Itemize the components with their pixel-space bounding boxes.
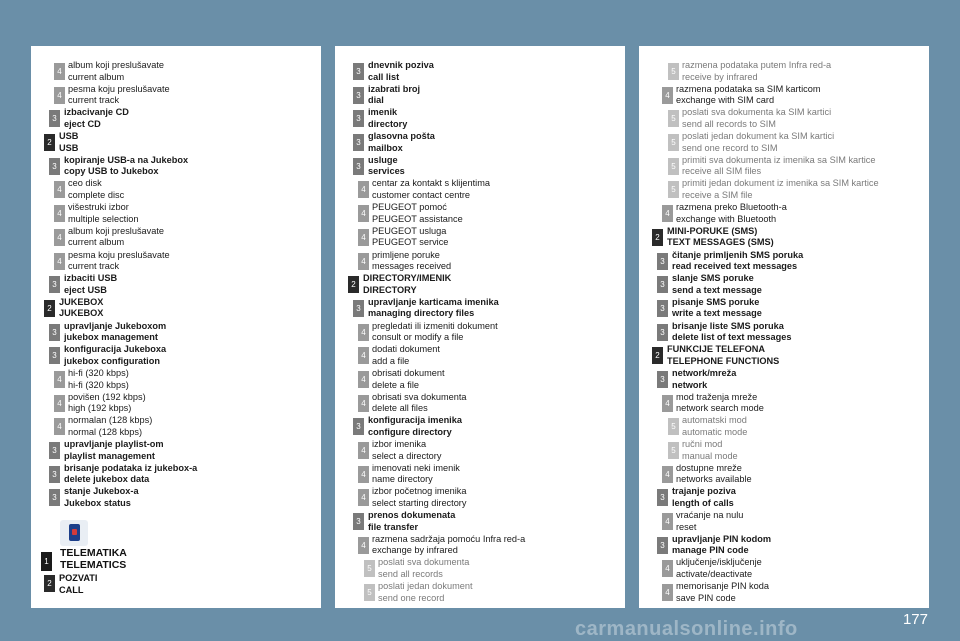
entry-label-en: services — [368, 166, 405, 177]
watermark: carmanualsonline.info — [575, 618, 798, 640]
level-badge: 3 — [49, 489, 60, 506]
level-badge: 3 — [657, 276, 668, 293]
level-badge: 4 — [358, 253, 369, 270]
menu-entry — [639, 392, 929, 416]
menu-entry — [335, 581, 625, 605]
entry-label-local: PEUGEOT pomoć — [372, 202, 447, 213]
entry-label-en: normal (128 kbps) — [68, 426, 143, 437]
entry-label-local: mod traženja mreže — [676, 391, 758, 402]
entry-label-en: read received text messages — [672, 261, 798, 272]
menu-entry — [31, 60, 321, 84]
entry-label-en: length of calls — [672, 497, 734, 508]
entry-label-en: send one record to SIM — [682, 142, 778, 153]
entry-label-en: delete a file — [372, 379, 419, 390]
menu-entry — [639, 463, 929, 487]
menu-entry — [31, 202, 321, 226]
menu-list-middle — [335, 60, 625, 605]
level-badge: 4 — [358, 205, 369, 222]
entry-label-local: razmena sadržaja pomoću Infra red-a — [372, 533, 526, 544]
level-badge: 4 — [358, 466, 369, 483]
menu-list-left — [31, 60, 321, 510]
level-badge: 3 — [657, 253, 668, 270]
entry-label-en: managing directory files — [368, 308, 475, 319]
menu-entry — [335, 557, 625, 581]
entry-label-en: delete list of text messages — [672, 332, 792, 343]
level-badge: 4 — [54, 63, 65, 80]
level-badge: 3 — [353, 300, 364, 317]
menu-entry — [335, 415, 625, 439]
level-badge: 5 — [668, 418, 679, 435]
menu-entry — [335, 321, 625, 345]
level-badge: 4 — [358, 371, 369, 388]
level-badge: 5 — [364, 584, 375, 601]
level-badge: 3 — [49, 466, 60, 483]
entry-label-en: dial — [368, 95, 384, 106]
entry-label-en: Jukebox status — [64, 497, 131, 508]
entry-label-local: MINI-PORUKE (SMS) — [667, 225, 758, 236]
level-badge: 4 — [54, 371, 65, 388]
level-badge: 3 — [353, 158, 364, 175]
menu-entry — [31, 84, 321, 108]
entry-label-local: izbor imenika — [372, 439, 427, 449]
menu-entry — [31, 107, 321, 131]
menu-entry — [639, 368, 929, 392]
level-badge: 4 — [358, 229, 369, 246]
telematics-title-local: TELEMATIKA — [60, 547, 127, 559]
level-badge: 3 — [657, 300, 668, 317]
entry-label-en: manual mode — [682, 450, 738, 461]
entry-label-local: JUKEBOX — [59, 296, 104, 307]
menu-entry — [639, 273, 929, 297]
level-badge: 3 — [353, 513, 364, 530]
entry-label-local: izbaciti USB — [64, 273, 118, 284]
level-badge: 5 — [668, 158, 679, 175]
menu-entry — [335, 202, 625, 226]
menu-entry — [31, 368, 321, 392]
entry-label-en: PEUGEOT service — [372, 237, 449, 248]
menu-panel-middle — [335, 46, 625, 608]
entry-label-en: exchange by infrared — [372, 545, 458, 556]
entry-label-en: configure directory — [368, 426, 452, 437]
entry-label-en: directory — [368, 118, 408, 129]
entry-label-en: current album — [68, 237, 125, 248]
entry-label-local: ceo disk — [68, 178, 102, 189]
entry-label-local: vraćanje na nulu — [676, 510, 744, 521]
entry-label-local: izbor početnog imenika — [372, 486, 467, 497]
level-badge: 4 — [358, 537, 369, 554]
level-badge: 5 — [364, 560, 375, 577]
entry-label-local: glasovna pošta — [368, 131, 435, 142]
level-badge: 3 — [657, 371, 668, 388]
entry-label-local: izbacivanje CD — [64, 107, 129, 118]
menu-entry — [31, 155, 321, 179]
menu-entry — [639, 84, 929, 108]
entry-label-local: brisanje podataka iz jukebox-a — [64, 462, 198, 473]
entry-label-en: send all records — [378, 569, 443, 580]
level-badge: 2 — [44, 300, 55, 317]
menu-panel-left — [31, 46, 321, 608]
menu-entry — [639, 297, 929, 321]
telematics-heading — [40, 546, 310, 574]
menu-entry — [639, 131, 929, 155]
level-badge: 2 — [348, 276, 359, 293]
entry-label-local: PEUGEOT usluga — [372, 225, 447, 236]
menu-entry — [335, 250, 625, 274]
entry-label-en: multiple selection — [68, 213, 139, 224]
level-badge: 3 — [657, 324, 668, 341]
entry-label-local: dostupne mreže — [676, 462, 742, 473]
menu-entry — [639, 226, 929, 250]
entry-label-en: PEUGEOT assistance — [372, 213, 463, 224]
entry-label-en: TEXT MESSAGES (SMS) — [667, 237, 774, 248]
menu-panel-right — [639, 46, 929, 608]
level-badge: 3 — [353, 110, 364, 127]
level-badge: 4 — [662, 466, 673, 483]
entry-label-en: eject CD — [64, 118, 101, 129]
entry-label-en: reset — [676, 521, 697, 532]
entry-label-local: poslati sva dokumenta — [378, 557, 470, 568]
level-badge: 3 — [353, 418, 364, 435]
entry-label-local: pesma koju preslušavate — [68, 249, 170, 260]
level-badge: 3 — [49, 110, 60, 127]
menu-entry — [335, 155, 625, 179]
entry-label-en: TELEPHONE FUNCTIONS — [667, 355, 780, 366]
menu-entry — [335, 60, 625, 84]
entry-label-en: send all records to SIM — [682, 118, 776, 129]
entry-label-local: razmena podataka sa SIM karticom — [676, 83, 821, 94]
menu-entry — [335, 107, 625, 131]
menu-entry — [31, 131, 321, 155]
menu-entry — [335, 273, 625, 297]
menu-entry — [335, 297, 625, 321]
entry-label-local: slanje SMS poruke — [672, 273, 754, 284]
entry-label-local: centar za kontakt s klijentima — [372, 178, 490, 189]
menu-entry — [639, 178, 929, 202]
level-badge: 5 — [668, 110, 679, 127]
entry-label-local: poslati jedan dokument — [378, 581, 473, 592]
level-badge: 3 — [353, 134, 364, 151]
call-label-en: CALL — [59, 584, 84, 595]
entry-label-en: networks available — [676, 474, 752, 485]
menu-entry — [639, 534, 929, 558]
level-badge: 3 — [49, 158, 60, 175]
menu-entry — [639, 344, 929, 368]
entry-label-en: JUKEBOX — [59, 308, 104, 319]
entry-label-local: memorisanje PIN koda — [676, 581, 769, 592]
menu-entry — [31, 273, 321, 297]
level-badge: 3 — [49, 276, 60, 293]
entry-label-en: USB — [59, 142, 79, 153]
entry-label-local: povišen (192 kbps) — [68, 391, 146, 402]
entry-label-en: exchange with Bluetooth — [676, 213, 777, 224]
level-badge: 3 — [657, 489, 668, 506]
entry-label-en: current track — [68, 261, 120, 272]
menu-entry — [335, 131, 625, 155]
entry-label-local: poslati jedan dokument ka SIM kartici — [682, 131, 835, 142]
menu-entry — [639, 202, 929, 226]
entry-label-local: razmena preko Bluetooth-a — [676, 202, 787, 213]
level-badge: 4 — [662, 87, 673, 104]
menu-entry — [335, 84, 625, 108]
menu-entry — [639, 415, 929, 439]
level-badge: 2 — [652, 347, 663, 364]
entry-label-local: usluge — [368, 154, 398, 165]
entry-label-en: current track — [68, 95, 120, 106]
entry-label-en: manage PIN code — [672, 545, 749, 556]
menu-entry — [31, 463, 321, 487]
menu-entry — [31, 486, 321, 510]
entry-label-local: imenovati neki imenik — [372, 462, 460, 473]
page-number: 177 — [902, 611, 928, 628]
entry-label-local: obrisati dokument — [372, 367, 445, 378]
level-badge: 5 — [668, 63, 679, 80]
entry-label-en: jukebox configuration — [64, 355, 160, 366]
entry-label-en: customer contact centre — [372, 190, 471, 201]
level-badge: 4 — [54, 181, 65, 198]
menu-list-right — [639, 60, 929, 605]
entry-label-local: kopiranje USB-a na Jukebox — [64, 154, 189, 165]
menu-entry — [335, 486, 625, 510]
level-badge: 4 — [662, 560, 673, 577]
entry-label-local: stanje Jukebox-a — [64, 486, 139, 497]
entry-label-local: normalan (128 kbps) — [68, 415, 153, 426]
menu-entry — [639, 557, 929, 581]
entry-label-local: ručni mod — [682, 439, 723, 449]
menu-entry — [639, 486, 929, 510]
entry-label-en: select a directory — [372, 450, 442, 461]
entry-label-local: automatski mod — [682, 415, 747, 426]
level-badge: 5 — [668, 181, 679, 198]
entry-label-en: delete all files — [372, 403, 428, 414]
entry-label-local: hi-fi (320 kbps) — [68, 367, 129, 378]
level-badge: 4 — [54, 205, 65, 222]
entry-label-local: FUNKCIJE TELEFONA — [667, 344, 766, 355]
entry-label-en: automatic mode — [682, 426, 748, 437]
level-badge: 4 — [358, 489, 369, 506]
entry-label-local: network/mreža — [672, 367, 737, 378]
menu-entry — [335, 392, 625, 416]
entry-label-local: konfiguracija imenika — [368, 415, 462, 426]
level-badge: 2 — [44, 134, 55, 151]
menu-entry — [31, 415, 321, 439]
menu-entry — [31, 392, 321, 416]
entry-label-local: primiti sva dokumenta iz imenika sa SIM kartice — [682, 154, 876, 165]
telephone-icon — [60, 520, 88, 546]
entry-label-en: name directory — [372, 474, 433, 485]
level-badge: 4 — [358, 347, 369, 364]
entry-label-en: receive all SIM files — [682, 166, 762, 177]
level-badge: 5 — [668, 134, 679, 151]
level-badge: 4 — [662, 205, 673, 222]
menu-entry — [335, 510, 625, 534]
level-badge: 4 — [54, 418, 65, 435]
entry-label-en: receive a SIM file — [682, 190, 753, 201]
level-badge: 3 — [353, 63, 364, 80]
level-badge: 4 — [662, 395, 673, 412]
entry-label-local: upravljanje karticama imenika — [368, 296, 499, 307]
entry-label-en: current album — [68, 71, 125, 82]
entry-label-en: call list — [368, 71, 400, 82]
menu-entry — [639, 250, 929, 274]
entry-label-local: konfiguracija Jukeboxa — [64, 344, 167, 355]
level-badge: 4 — [662, 513, 673, 530]
menu-entry — [31, 226, 321, 250]
entry-label-local: primiti jedan dokument iz imenika sa SIM kartice — [682, 178, 879, 189]
entry-label-en: consult or modify a file — [372, 332, 464, 343]
entry-label-en: network search mode — [676, 403, 764, 414]
entry-label-en: high (192 kbps) — [68, 403, 132, 414]
menu-entry — [639, 60, 929, 84]
entry-label-local: uključenje/isključenje — [676, 557, 762, 568]
level-badge: 2 — [652, 229, 663, 246]
entry-label-en: copy USB to Jukebox — [64, 166, 159, 177]
level-badge: 3 — [657, 537, 668, 554]
level-badge: 4 — [662, 584, 673, 601]
entry-label-local: upravljanje PIN kodom — [672, 533, 772, 544]
level-badge: 4 — [54, 395, 65, 412]
level-badge: 4 — [54, 253, 65, 270]
level-badge: 4 — [358, 324, 369, 341]
menu-entry — [335, 226, 625, 250]
entry-label-local: razmena podataka putem Infra red-a — [682, 60, 832, 70]
entry-label-local: brisanje liste SMS poruka — [672, 320, 784, 331]
entry-label-local: imenik — [368, 107, 398, 118]
entry-label-en: send one record — [378, 592, 445, 603]
call-menu-item — [44, 573, 314, 599]
entry-label-en: add a file — [372, 355, 410, 366]
entry-label-en: complete disc — [68, 190, 125, 201]
menu-entry — [639, 510, 929, 534]
entry-label-en: jukebox management — [64, 332, 158, 343]
entry-label-local: primljene poruke — [372, 249, 440, 260]
menu-entry — [639, 581, 929, 605]
menu-entry — [31, 321, 321, 345]
menu-entry — [31, 297, 321, 321]
menu-entry — [31, 250, 321, 274]
entry-label-en: mailbox — [368, 142, 403, 153]
entry-label-local: pregledati ili izmeniti dokument — [372, 320, 498, 331]
menu-entry — [31, 178, 321, 202]
entry-label-local: poslati sva dokumenta ka SIM kartici — [682, 107, 832, 118]
menu-entry — [335, 344, 625, 368]
entry-label-en: hi-fi (320 kbps) — [68, 379, 129, 390]
entry-label-en: send a text message — [672, 284, 762, 295]
level-badge: 4 — [54, 229, 65, 246]
entry-label-local: album koji preslušavate — [68, 60, 165, 70]
level-badge: 4 — [358, 181, 369, 198]
entry-label-en: write a text message — [672, 308, 762, 319]
entry-label-en: messages received — [372, 261, 452, 272]
menu-entry — [335, 534, 625, 558]
level-badge: 4 — [54, 87, 65, 104]
entry-label-local: DIRECTORY/IMENIK — [363, 273, 452, 284]
menu-entry — [639, 107, 929, 131]
entry-label-local: pisanje SMS poruke — [672, 296, 760, 307]
entry-label-local: višestruki izbor — [68, 202, 129, 213]
call-label-local: POZVATI — [59, 573, 98, 583]
entry-label-en: save PIN code — [676, 592, 736, 603]
menu-entry — [335, 439, 625, 463]
entry-label-en: eject USB — [64, 284, 107, 295]
level-badge: 4 — [358, 395, 369, 412]
entry-label-local: album koji preslušavate — [68, 225, 165, 236]
level-badge: 1 — [41, 552, 52, 571]
entry-label-local: prenos dokumenata — [368, 510, 456, 521]
menu-entry — [639, 439, 929, 463]
menu-entry — [31, 344, 321, 368]
entry-label-en: delete jukebox data — [64, 474, 150, 485]
level-badge: 4 — [358, 442, 369, 459]
entry-label-local: čitanje primljenih SMS poruka — [672, 249, 804, 260]
level-badge: 2 — [44, 575, 55, 592]
entry-label-local: dnevnik poziva — [368, 60, 434, 70]
menu-entry — [335, 368, 625, 392]
entry-label-en: receive by infrared — [682, 71, 758, 82]
entry-label-local: upravljanje playlist-om — [64, 439, 164, 449]
menu-entry — [335, 178, 625, 202]
entry-label-en: select starting directory — [372, 497, 467, 508]
level-badge: 3 — [49, 347, 60, 364]
telematics-title-en: TELEMATICS — [60, 559, 127, 571]
menu-entry — [639, 321, 929, 345]
entry-label-en: activate/deactivate — [676, 569, 753, 580]
level-badge: 3 — [49, 324, 60, 341]
entry-label-local: trajanje poziva — [672, 486, 736, 497]
menu-entry — [31, 439, 321, 463]
entry-label-en: exchange with SIM card — [676, 95, 775, 106]
entry-label-en: playlist management — [64, 450, 155, 461]
menu-entry — [639, 155, 929, 179]
menu-entry — [335, 463, 625, 487]
entry-label-local: izabrati broj — [368, 83, 421, 94]
entry-label-en: file transfer — [368, 521, 419, 532]
entry-label-local: USB — [59, 131, 79, 142]
level-badge: 5 — [668, 442, 679, 459]
level-badge: 3 — [353, 87, 364, 104]
entry-label-en: DIRECTORY — [363, 284, 417, 295]
entry-label-local: pesma koju preslušavate — [68, 83, 170, 94]
entry-label-local: upravljanje Jukeboxom — [64, 320, 167, 331]
entry-label-local: dodati dokument — [372, 344, 440, 355]
entry-label-en: network — [672, 379, 708, 390]
level-badge: 3 — [49, 442, 60, 459]
entry-label-local: obrisati sva dokumenta — [372, 391, 467, 402]
